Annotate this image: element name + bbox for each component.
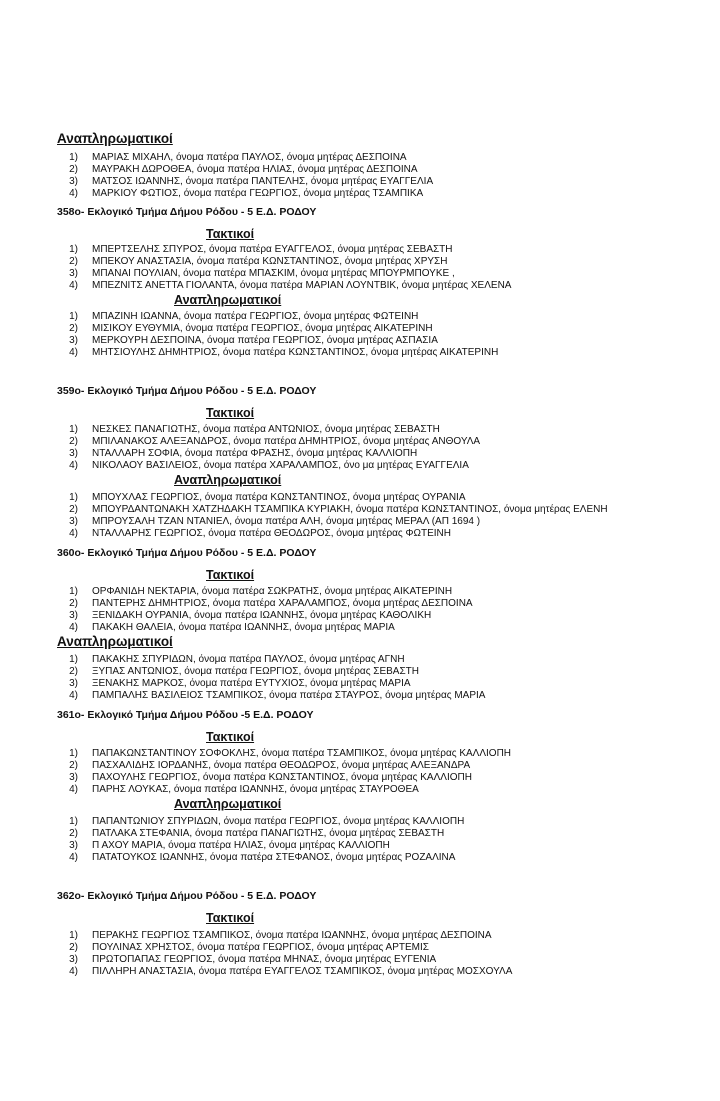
- item-text: ΜΠΙΛΑΝΑΚΟΣ ΑΛΕΞΑΝΔΡΟΣ, όνομα πατέρα ΔΗΜΗΤΡΙΟΣ, όνομα μητέρας ΑΝΘΟΥΛΑ: [92, 436, 481, 447]
- section-358-tak-label: Τακτικοί: [206, 227, 255, 241]
- section-361-tak-label: Τακτικοί: [206, 730, 255, 744]
- item-text: ΠΑΠΑΚΩΝΣΤΑΝΤΙΝΟΥ ΣΟΦΟΚΛΗΣ, όνομα πατέρα ΤΣΑΜΠΙΚΟΣ, όνομα μητέρας ΚΑΛΛΙΟΠΗ: [92, 748, 512, 759]
- item-text: ΝΙΚΟΛΑΟΥ ΒΑΣΙΛΕΙΟΣ, όνομα πατέρα ΧΑΡΑΛΑΜΠΟΣ, όνο μα μητέρας ΕΥΑΓΓΕΛΙΑ: [92, 460, 469, 471]
- item-number: 1): [69, 748, 78, 759]
- section-362-tak-label: Τακτικοί: [206, 911, 255, 925]
- item-number: 2): [69, 256, 78, 267]
- item-number: 4): [69, 460, 78, 471]
- item-text: ΠΑΧΟΥΛΗΣ ΓΕΩΡΓΙΟΣ, όνομα πατέρα ΚΩΝΣΤΑΝΤΙΝΟΣ, όνομα μητέρας ΚΑΛΛΙΟΠΗ: [92, 772, 472, 783]
- item-text: ΜΙΣΙΚΟΥ ΕΥΘΥΜΙΑ, όνομα πατέρα ΓΕΩΡΓΙΟΣ, όνομα μητέρας ΑΙΚΑΤΕΡΙΝΗ: [92, 323, 433, 334]
- section-359-title: 359ο- Εκλογικό Τμήμα Δήμου Ρόδου - 5 Ε.Δ. ΡΟΔΟΥ: [57, 385, 317, 397]
- item-number: 4): [69, 188, 78, 199]
- item-number: 3): [69, 772, 78, 783]
- item-number: 1): [69, 152, 78, 163]
- item-text: ΜΠΑΝΑΙ ΠΟΥΛΙΑΝ, όνομα πατέρα ΜΠΑΣΚΙΜ, όνομα μητέρας ΜΠΟΥΡΜΠΟΥΚΕ ,: [92, 268, 455, 279]
- section-360-title: 360ο- Εκλογικό Τμήμα Δήμου Ρόδου - 5 Ε.Δ. ΡΟΔΟΥ: [57, 547, 317, 559]
- item-text: ΠΡΩΤΟΠΑΠΑΣ ΓΕΩΡΓΙΟΣ, όνομα πατέρα ΜΗΝΑΣ, όνομα μητέρας ΕΥΓΕΝΙΑ: [92, 954, 437, 965]
- item-number: 2): [69, 598, 78, 609]
- item-text: ΜΠΕΖΝΙΤΣ ΑΝΕΤΤΑ ΓΙΟΛΑΝΤΑ, όνομα πατέρα ΜΑΡΙΑΝ ΛΟΥΝΤΒΙΚ, όνομα μητέρας ΧΕΛΕΝΑ: [92, 280, 512, 291]
- section-358-title: 358ο- Εκλογικό Τμήμα Δήμου Ρόδου - 5 Ε.Δ. ΡΟΔΟΥ: [57, 206, 317, 218]
- section-360-anap-label: Αναπληρωματικοί: [57, 634, 173, 649]
- item-text: ΠΑΤΑΤΟΥΚΟΣ ΙΩΑΝΝΗΣ, όνομα πατέρα ΣΤΕΦΑΝΟΣ, όνομα μητέρας ΡΟΖΑΛΙΝΑ: [92, 852, 456, 863]
- item-text: ΠΙΛΛΗΡΗ ΑΝΑΣΤΑΣΙΑ, όνομα πατέρα ΕΥΑΓΓΕΛΟΣ ΤΣΑΜΠΙΚΟΣ, όνομα μητέρας ΜΟΣΧΟΥΛΑ: [92, 966, 513, 977]
- item-text: ΠΑΜΠΑΛΗΣ ΒΑΣΙΛΕΙΟΣ ΤΣΑΜΠΙΚΟΣ, όνομα πατέρα ΣΤΑΥΡΟΣ, όνομα μητέρας ΜΑΡΙΑ: [92, 690, 486, 701]
- item-number: 4): [69, 784, 78, 795]
- item-number: 4): [69, 852, 78, 863]
- item-number: 1): [69, 586, 78, 597]
- item-text: ΜΠΡΟΥΣΑΛΗ ΤΖΑΝ ΝΤΑΝΙΕΛ, όνομα πατέρα ΑΛΗ, όνομα μητέρας ΜΕΡΑΛ (ΑΠ 1694 ): [92, 516, 481, 527]
- item-number: 3): [69, 678, 78, 689]
- item-text: ΠΑΚΑΚΗ ΘΑΛΕΙΑ, όνομα πατέρα ΙΩΑΝΝΗΣ, όνομα μητέρας ΜΑΡΙΑ: [92, 622, 395, 633]
- item-text: ΜΠΕΡΤΣΕΛΗΣ ΣΠΥΡΟΣ, όνομα πατέρα ΕΥΑΓΓΕΛΟΣ, όνομα μητέρας ΣΕΒΑΣΤΗ: [92, 244, 453, 255]
- block1-subheading: Αναπληρωματικοί: [57, 131, 173, 146]
- item-number: 1): [69, 654, 78, 665]
- item-number: 3): [69, 840, 78, 851]
- item-number: 1): [69, 244, 78, 255]
- item-text: ΞΕΝΑΚΗΣ ΜΑΡΚΟΣ, όνομα πατέρα ΕΥΤΥΧΙΟΣ, όνομα μητέρας ΜΑΡΙΑ: [92, 678, 411, 689]
- item-number: 1): [69, 424, 78, 435]
- item-number: 2): [69, 942, 78, 953]
- item-number: 2): [69, 504, 78, 515]
- item-text: ΜΕΡΚΟΥΡΗ ΔΕΣΠΟΙΝΑ, όνομα πατέρα ΓΕΩΡΓΙΟΣ, όνομα μητέρας ΑΣΠΑΣΙΑ: [92, 335, 438, 346]
- section-361-title: 361ο- Εκλογικό Τμήμα Δήμου Ρόδου -5 Ε.Δ. ΡΟΔΟΥ: [57, 709, 314, 721]
- item-number: 3): [69, 610, 78, 621]
- item-text: ΜΠΟΥΡΔΑΝΤΩΝΑΚΗ ΧΑΤΖΗΔΑΚΗ ΤΣΑΜΠΙΚΑ ΚΥΡΙΑΚΗ, όνομα πατέρα ΚΩΝΣΤΑΝΤΙΝΟΣ, όνομα μητέρας ΕΛΕΝΗ: [92, 504, 608, 515]
- item-text: ΜΑΡΚΙΟΥ ΦΩΤΙΟΣ, όνομα πατέρα ΓΕΩΡΓΙΟΣ, όνομα μητέρας ΤΣΑΜΠΙΚΑ: [92, 188, 424, 199]
- item-number: 1): [69, 311, 78, 322]
- item-text: ΜΑΡΙΑΣ ΜΙΧΑΗΛ, όνομα πατέρα ΠΑΥΛΟΣ, όνομα μητέρας ΔΕΣΠΟΙΝΑ: [92, 152, 407, 163]
- item-text: ΠΟΥΛΙΝΑΣ ΧΡΗΣΤΟΣ, όνομα πατέρα ΓΕΩΡΓΙΟΣ, όνομα μητέρας ΑΡΤΕΜΙΣ: [92, 942, 429, 953]
- item-number: 2): [69, 436, 78, 447]
- item-text: ΜΑΤΣΟΣ ΙΩΑΝΝΗΣ, όνομα πατέρα ΠΑΝΤΕΛΗΣ, όνομα μητέρας ΕΥΑΓΓΕΛΙΑ: [92, 176, 434, 187]
- item-number: 2): [69, 760, 78, 771]
- section-359-anap-label: Αναπληρωματικοί: [174, 473, 282, 487]
- item-text: ΜΠΕΚΟΥ ΑΝΑΣΤΑΣΙΑ, όνομα πατέρα ΚΩΝΣΤΑΝΤΙΝΟΣ, όνομα μητέρας ΧΡΥΣΗ: [92, 256, 448, 267]
- item-text: ΠΑΠΑΝΤΩΝΙΟΥ ΣΠΥΡΙΔΩΝ, όνομα πατέρα ΓΕΩΡΓΙΟΣ, όνομα μητέρας ΚΑΛΛΙΟΠΗ: [92, 816, 465, 827]
- item-text: ΠΑΝΤΕΡΗΣ ΔΗΜΗΤΡΙΟΣ, όνομα πατέρα ΧΑΡΑΛΑΜΠΟΣ, όνομα μητέρας ΔΕΣΠΟΙΝΑ: [92, 598, 473, 609]
- item-text: ΠΕΡΑΚΗΣ ΓΕΩΡΓΙΟΣ ΤΣΑΜΠΙΚΟΣ, όνομα πατέρα ΙΩΑΝΝΗΣ, όνομα μητέρας ΔΕΣΠΟΙΝΑ: [92, 930, 492, 941]
- item-text: ΠΑΤΛΑΚΑ ΣΤΕΦΑΝΙΑ, όνομα πατέρα ΠΑΝΑΓΙΩΤΗΣ, όνομα μητέρας ΣΕΒΑΣΤΗ: [92, 828, 445, 839]
- item-number: 4): [69, 622, 78, 633]
- item-text: ΠΑΣΧΑΛΙΔΗΣ ΙΟΡΔΑΝΗΣ, όνομα πατέρα ΘΕΟΔΩΡΟΣ, όνομα μητέρας ΑΛΕΞΑΝΔΡΑ: [92, 760, 471, 771]
- item-number: 1): [69, 816, 78, 827]
- item-number: 4): [69, 347, 78, 358]
- item-number: 4): [69, 280, 78, 291]
- item-number: 4): [69, 528, 78, 539]
- item-text: ΝΤΑΛΛΑΡΗ ΣΟΦΙΑ, όνομα πατέρα ΦΡΑΣΗΣ, όνομα μητέρας ΚΑΛΛΙΟΠΗ: [92, 448, 418, 459]
- item-number: 4): [69, 690, 78, 701]
- item-number: 3): [69, 335, 78, 346]
- section-359-tak-label: Τακτικοί: [206, 406, 255, 420]
- item-number: 3): [69, 448, 78, 459]
- item-text: ΜΗΤΣΙΟΥΛΗΣ ΔΗΜΗΤΡΙΟΣ, όνομα πατέρα ΚΩΝΣΤΑΝΤΙΝΟΣ, όνομα μητέρας ΑΙΚΑΤΕΡΙΝΗ: [92, 347, 499, 358]
- item-number: 1): [69, 930, 78, 941]
- item-number: 1): [69, 492, 78, 503]
- item-text: ΠΑΚΑΚΗΣ ΣΠΥΡΙΔΩΝ, όνομα πατέρα ΠΑΥΛΟΣ, όνομα μητέρας ΑΓΝΗ: [92, 654, 405, 665]
- item-number: 2): [69, 828, 78, 839]
- item-number: 3): [69, 516, 78, 527]
- section-361-anap-label: Αναπληρωματικοί: [174, 797, 282, 811]
- item-text: ΜΠΑΖΙΝΗ ΙΩΑΝΝΑ, όνομα πατέρα ΓΕΩΡΓΙΟΣ, όνομα μητέρας ΦΩΤΕΙΝΗ: [92, 311, 419, 322]
- item-text: ΝΤΑΛΛΑΡΗΣ ΓΕΩΡΓΙΟΣ, όνομα πατέρα ΘΕΟΔΩΡΟΣ, όνομα μητέρας ΦΩΤΕΙΝΗ: [92, 528, 451, 539]
- item-number: 3): [69, 176, 78, 187]
- item-text: ΝΕΣΚΕΣ ΠΑΝΑΓΙΩΤΗΣ, όνομα πατέρα ΑΝΤΩΝΙΟΣ, όνομα μητέρας ΣΕΒΑΣΤΗ: [92, 424, 440, 435]
- item-number: 3): [69, 954, 78, 965]
- item-number: 3): [69, 268, 78, 279]
- item-text: Π ΑΧΟΥ ΜΑΡΙΑ, όνομα πατέρα ΗΛΙΑΣ, όνομα μητέρας ΚΑΛΛΙΟΠΗ: [92, 840, 390, 851]
- item-number: 2): [69, 666, 78, 677]
- item-text: ΞΕΝΙΔΑΚΗ ΟΥΡΑΝΙΑ, όνομα πατέρα ΙΩΑΝΝΗΣ, όνομα μητέρας ΚΑΘΟΛΙΚΗ: [92, 610, 432, 621]
- item-text: ΞΥΠΑΣ ΑΝΤΩΝΙΟΣ, όνομα πατέρα ΓΕΩΡΓΙΟΣ, όνομα μητέρας ΣΕΒΑΣΤΗ: [92, 666, 419, 677]
- section-362-title: 362ο- Εκλογικό Τμήμα Δήμου Ρόδου - 5 Ε.Δ. ΡΟΔΟΥ: [57, 890, 317, 902]
- item-text: ΜΠΟΥΧΛΑΣ ΓΕΩΡΓΙΟΣ, όνομα πατέρα ΚΩΝΣΤΑΝΤΙΝΟΣ, όνομα μητέρας ΟΥΡΑΝΙΑ: [92, 492, 466, 503]
- section-360-tak-label: Τακτικοί: [206, 568, 255, 582]
- item-text: ΜΑΥΡΑΚΗ ΔΩΡΟΘΕΑ, όνομα πατέρα ΗΛΙΑΣ, όνομα μητέρας ΔΕΣΠΟΙΝΑ: [92, 164, 418, 175]
- item-text: ΟΡΦΑΝΙΔΗ ΝΕΚΤΑΡΙΑ, όνομα πατέρα ΣΩΚΡΑΤΗΣ, όνομα μητέρας ΑΙΚΑΤΕΡΙΝΗ: [92, 586, 453, 597]
- item-number: 4): [69, 966, 78, 977]
- item-number: 2): [69, 323, 78, 334]
- section-358-anap-label: Αναπληρωματικοί: [174, 293, 282, 307]
- item-text: ΠΑΡΗΣ ΛΟΥΚΑΣ, όνομα πατέρα ΙΩΑΝΝΗΣ, όνομα μητέρας ΣΤΑΥΡΟΘΕΑ: [92, 784, 419, 795]
- item-number: 2): [69, 164, 78, 175]
